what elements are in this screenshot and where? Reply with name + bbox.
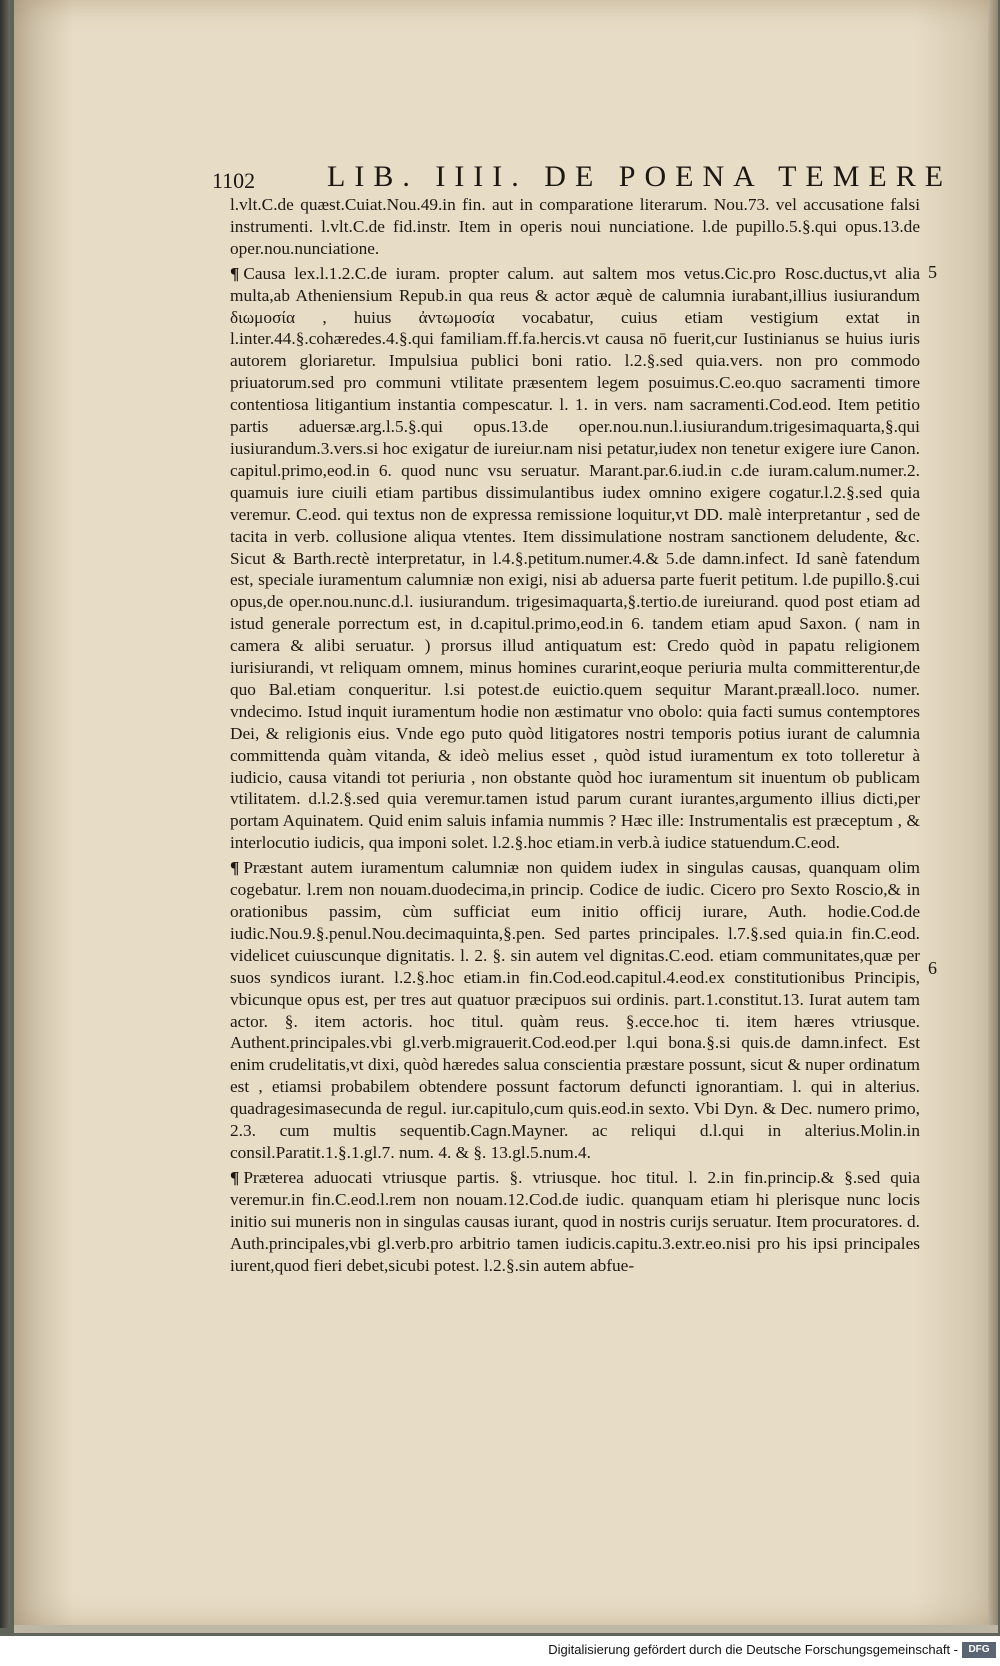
book-edge-left [0, 0, 10, 1628]
paragraph-2-text: Causa lex.l.1.2.C.de iuram. propter calum. aut saltem mos vetus.Cic.pro Rosc.ductus,vt alia multa,ab Atheniensium Repub.in qua reus & actor æquè de calumnia iurabant,illius iusiurandum διωμοσία , huius ἀντωμοσία vocabatur, cuius etiam vestigium extat in l.inter.44.§.cohæredes.4.§.qui familiam.ff.fa.hercis.vt causa nō fuerit,cur Iustinianus se huius iuris autorem gloriaretur. Impulsiua publici boni ratio. l.2.§.sed quia.vers. non pro commodo priuatorum.sed pro communi vtilitate præsentem legem posuimus.C.eo.quo sacramenti timore contentiosa litigantium instantia compescatur. l. 1. in vers. nam sacramenti.Cod.eod. Item petitio partis aduersæ.arg.l.5.§.qui opus.13.de oper.nou.nun.l.iusiurandum.trigesimaquarta,§.qui iusiurandum.3.vers.si hoc exigatur de iureiur.nam nisi petatur,iudex non tenetur exigere iure Canon. capitul.primo,eod.in 6. quod nunc vsu seruatur. Marant.par.6.iud.in c.de iuram.calum.numer.2. quamuis iure ciuili etiam partibus dissimulantibus iudex omnino exigere cogatur.l.2.§.sed quia veremur. C.eod. qui textus non de expressa remissione loquitur,vt DD. malè interpretantur , sed de tacita in verb. collusione aliqua vtentes. Item dissimulatione nostram sanctionem deludente, &c. Sicut & Barth.rectè interpretatur, in l.4.§.petitum.numer.4.& 5.de damn.infect. Id sanè fatendum est, speciale iuramentum calumniæ non exigi, nisi ab aduersa parte fuerit petitum. l.de pupillo.§.cui opus,de oper.nou.nunc.d.l. iusiurandum. trigesimaquarta,§.tertio.de iureiurand. quod post etiam ad istud generale porrectum est, in d.capitul.primo,eod.in 6. tandem etiam apud Saxon. ( nam in camera & alibi seruatur. ) prorsus illud antiquatum est: Credo quòd in papatu religionem iurisiurandi, vt reliquam omnem, minus homines curarint,eoque periuria multa committerentur,de quo Bal.etiam conqueritur. l.si potest.de euictio.quem sequitur Marant.præall.loco. numer. vndecimo. Istud inquit iuramentum hodie non æstimatur vno obolo: quia facti sumus contemptores Dei, & religionis eius. Vnde ego puto quòd litigatores nostri temporis potius iurant de calumnia committenda quàm vitanda, & ideò melius esset , quòd istud iuramentum ex toto tolleretur à iudicio, causa vitandi tot periuria , non obstante quòd hoc iuramentum sit inuentum ob publicam vtilitatem. d.l.2.§.sed quia veremur.tamen istud parum curant iurantes,argumento illius dicti,per portam Aquinatem. Quid enim saluis infamia nummis ? Hæc ille: Instrumentalis est præceptum , & interlocutio iudicis, qua imponi solet. l.2.§.hoc etiam.in verb.à iudice statuendum.C.eod. [230, 263, 920, 853]
pilcrow-icon: ¶ [230, 858, 240, 878]
page-bottom-strip [14, 1625, 998, 1633]
paragraph-2 [230, 263, 920, 854]
dfg-logo: DFG [962, 1642, 996, 1658]
book-edge-right [988, 0, 998, 1628]
paragraph-4-text: Præterea aduocati vtriusque partis. §. vtriusque. hoc titul. l. 2.in fin.princip.& §.sed quia veremur.in fin.C.eod.l.rem non nouam.12.Cod.de iudic. quanquam etiam hi plerisque nunc locis initio sui muneris non in singulas causas iurant, quod in nostris curijs seruatur. Item procuratores. d. Auth.principales,vbi gl.verb.pro arbitrio tamen iudicis.capitu.3.extr.eo.nisi pro his ipsi principales iurent,quod fieri debet,sicubi potest. l.2.§.sin autem abfue- [230, 1167, 920, 1275]
running-head: LIB. IIII. DE POENA TEMERE [327, 160, 953, 193]
margin-number-6: 6 [928, 958, 937, 978]
paragraph-1: l.vlt.C.de quæst.Cuiat.Nou.49.in fin. aut in comparatione literarum. Nou.73. vel accusatione falsi instrumenti. l.vlt.C.de fid.instr. Item in operis noui nunciatione. l.de pupillo.5.§.qui opus.13.de oper.nou.nunciatione. [230, 195, 920, 258]
footer-bar [0, 1636, 1000, 1666]
margin-number-5: 5 [928, 262, 937, 282]
digitization-credit: Digitalisierung gefördert durch die Deutsche Forschungsgemeinschaft - [548, 1642, 958, 1657]
paragraph-3 [230, 857, 920, 1164]
paragraph-3-text: Præstant autem iuramentum calumniæ non quidem iudex in singulas causas, quanquam olim cogebatur. l.rem non nouam.duodecima,in princip. Codice de iudic. Cicero pro Sexto Roscio,& in orationibus passim, cùm sufficiat eum initio officij iurare, Auth. hodie.Cod.de iudic.Nou.9.§.penul.Nou.decimaquinta,§.pen. Sed partes principales. l.7.§.sed quia.in fin.C.eod. videlicet cuiuscunque dignitatis. l. 2. §. sin autem vel dignitas.C.eod. etiam communitates,quæ per suos syndicos iurant. l.2.§.hoc etiam.in fin.Cod.eod.capitul.4.eod.ex constitutionibus Principis, vbicunque opus est, per tres aut quatuor præcipuos sui ordinis. part.1.constitut.13. Iurat autem tam actor. §. item actoris. hoc titul. quàm reus. §.ecce.hoc ti. item hæres vtriusque. Authent.principales.vbi gl.verb.migrauerit.Cod.eod.per l.qui bona.§.si quis.de damn.infect. Est enim crudelitatis,vt dixi, quòd hæredes salua conscientia præstare possunt, sicut & nuper ordinatum est , etiamsi probabilem obtendere possunt factorum defuncti ignorantiam. l. qui in alterius. quadragesimasecunda de regul. iur.capitulo,cum quis.eod.in sexto. Vbi Dyn. & Dec. numero primo, 2.3. cum multis sequentib.Cagn.Mayner. ac reliqui d.l.qui in alterius.Molin.in consil.Paratit.1.§.1.gl.7. num. 4. & §. 13.gl.5.num.4. [230, 858, 920, 1162]
paragraph-4 [230, 1167, 920, 1277]
pilcrow-icon: ¶ [230, 1167, 240, 1187]
pilcrow-icon: ¶ [230, 263, 240, 283]
page-number: 1102 [212, 168, 256, 193]
body-text [230, 194, 920, 1279]
